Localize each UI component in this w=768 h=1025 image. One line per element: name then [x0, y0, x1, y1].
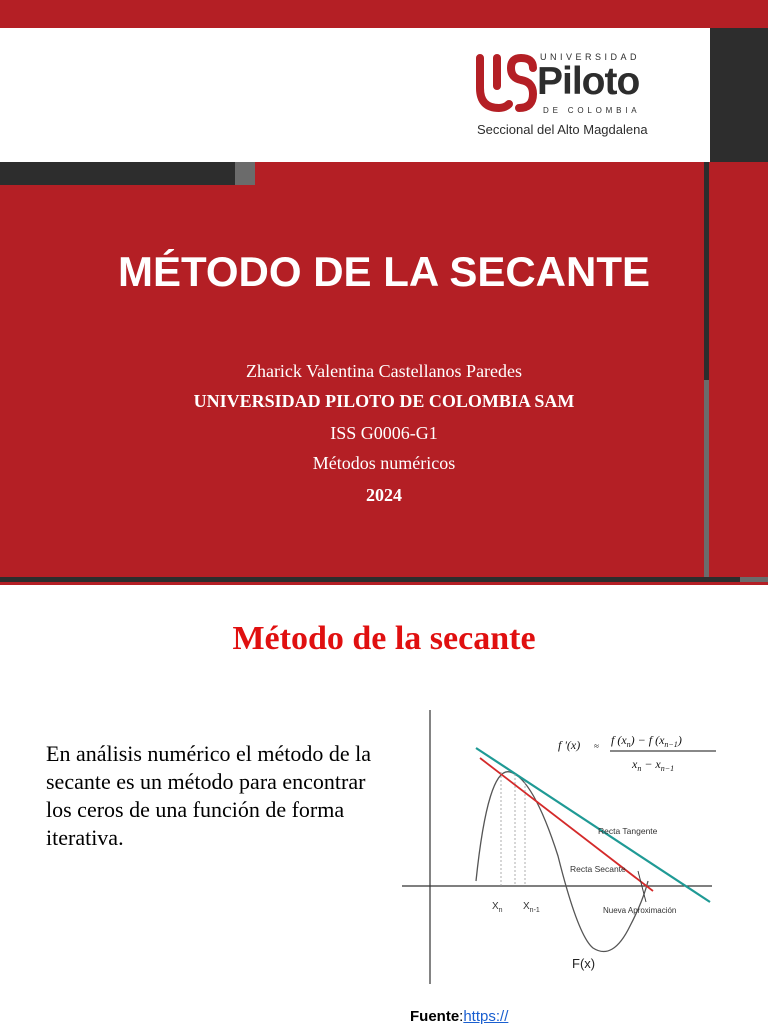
xn1-label: $X_{n-1}$: [523, 901, 540, 914]
subject-name: Métodos numéricos: [312, 453, 456, 473]
year: 2024: [366, 485, 402, 505]
secant-label: Recta Secante: [570, 864, 626, 874]
author-name: Zharick Valentina Castellanos Paredes: [245, 361, 523, 381]
logo-universidad-text: UNIVERSIDAD: [540, 52, 641, 62]
logo-name-text: Piloto: [537, 60, 640, 103]
tangent-line: [476, 748, 710, 902]
function-curve: [476, 772, 648, 952]
decorative-bottom-line-accent: [740, 577, 768, 582]
xn-label: $X_n$: [492, 901, 503, 914]
formula-numerator: f $(x_n) - f$ $(x_{n-1})$: [611, 733, 682, 749]
formula-lhs: f '(x): [558, 738, 581, 752]
decorative-bar-accent: [235, 162, 255, 185]
new-approx-label: Nueva Aproximación: [603, 906, 677, 915]
university-name: UNIVERSIDAD PILOTO DE COLOMBIA SAM: [193, 391, 575, 411]
course-code: ISS G0006-G1: [330, 423, 438, 443]
up-logo-mark-icon: [475, 54, 537, 116]
source-citation: Fuente:https://: [410, 1008, 509, 1025]
decorative-bar: [0, 162, 235, 185]
definition-text: En análisis numérico el método de la secante es un método para encontrar los ceros de una función de forma iterativa.: [46, 741, 372, 850]
logo-de-colombia-text: DE COLOMBIA: [543, 106, 641, 115]
fx-label: F(x): [572, 956, 596, 971]
university-logo: [475, 52, 675, 142]
header-dark-corner: [710, 28, 768, 162]
formula-approx: ≈: [594, 741, 599, 751]
secant-method-diagram: [398, 706, 718, 992]
source-label: Fuente: [410, 1008, 460, 1025]
logo-seccional-text: Seccional del Alto Magdalena: [477, 122, 648, 137]
secant-line: [480, 758, 653, 891]
section-title: Método de la secante: [232, 620, 536, 657]
source-link[interactable]: https://: [463, 1008, 509, 1025]
decorative-bottom-line: [0, 577, 740, 582]
slide-title: MÉTODO DE LA SECANTE: [117, 248, 651, 295]
formula-denominator: $x_n - x_{n-1}$: [632, 757, 675, 773]
tangent-label: Recta Tangente: [598, 826, 658, 836]
